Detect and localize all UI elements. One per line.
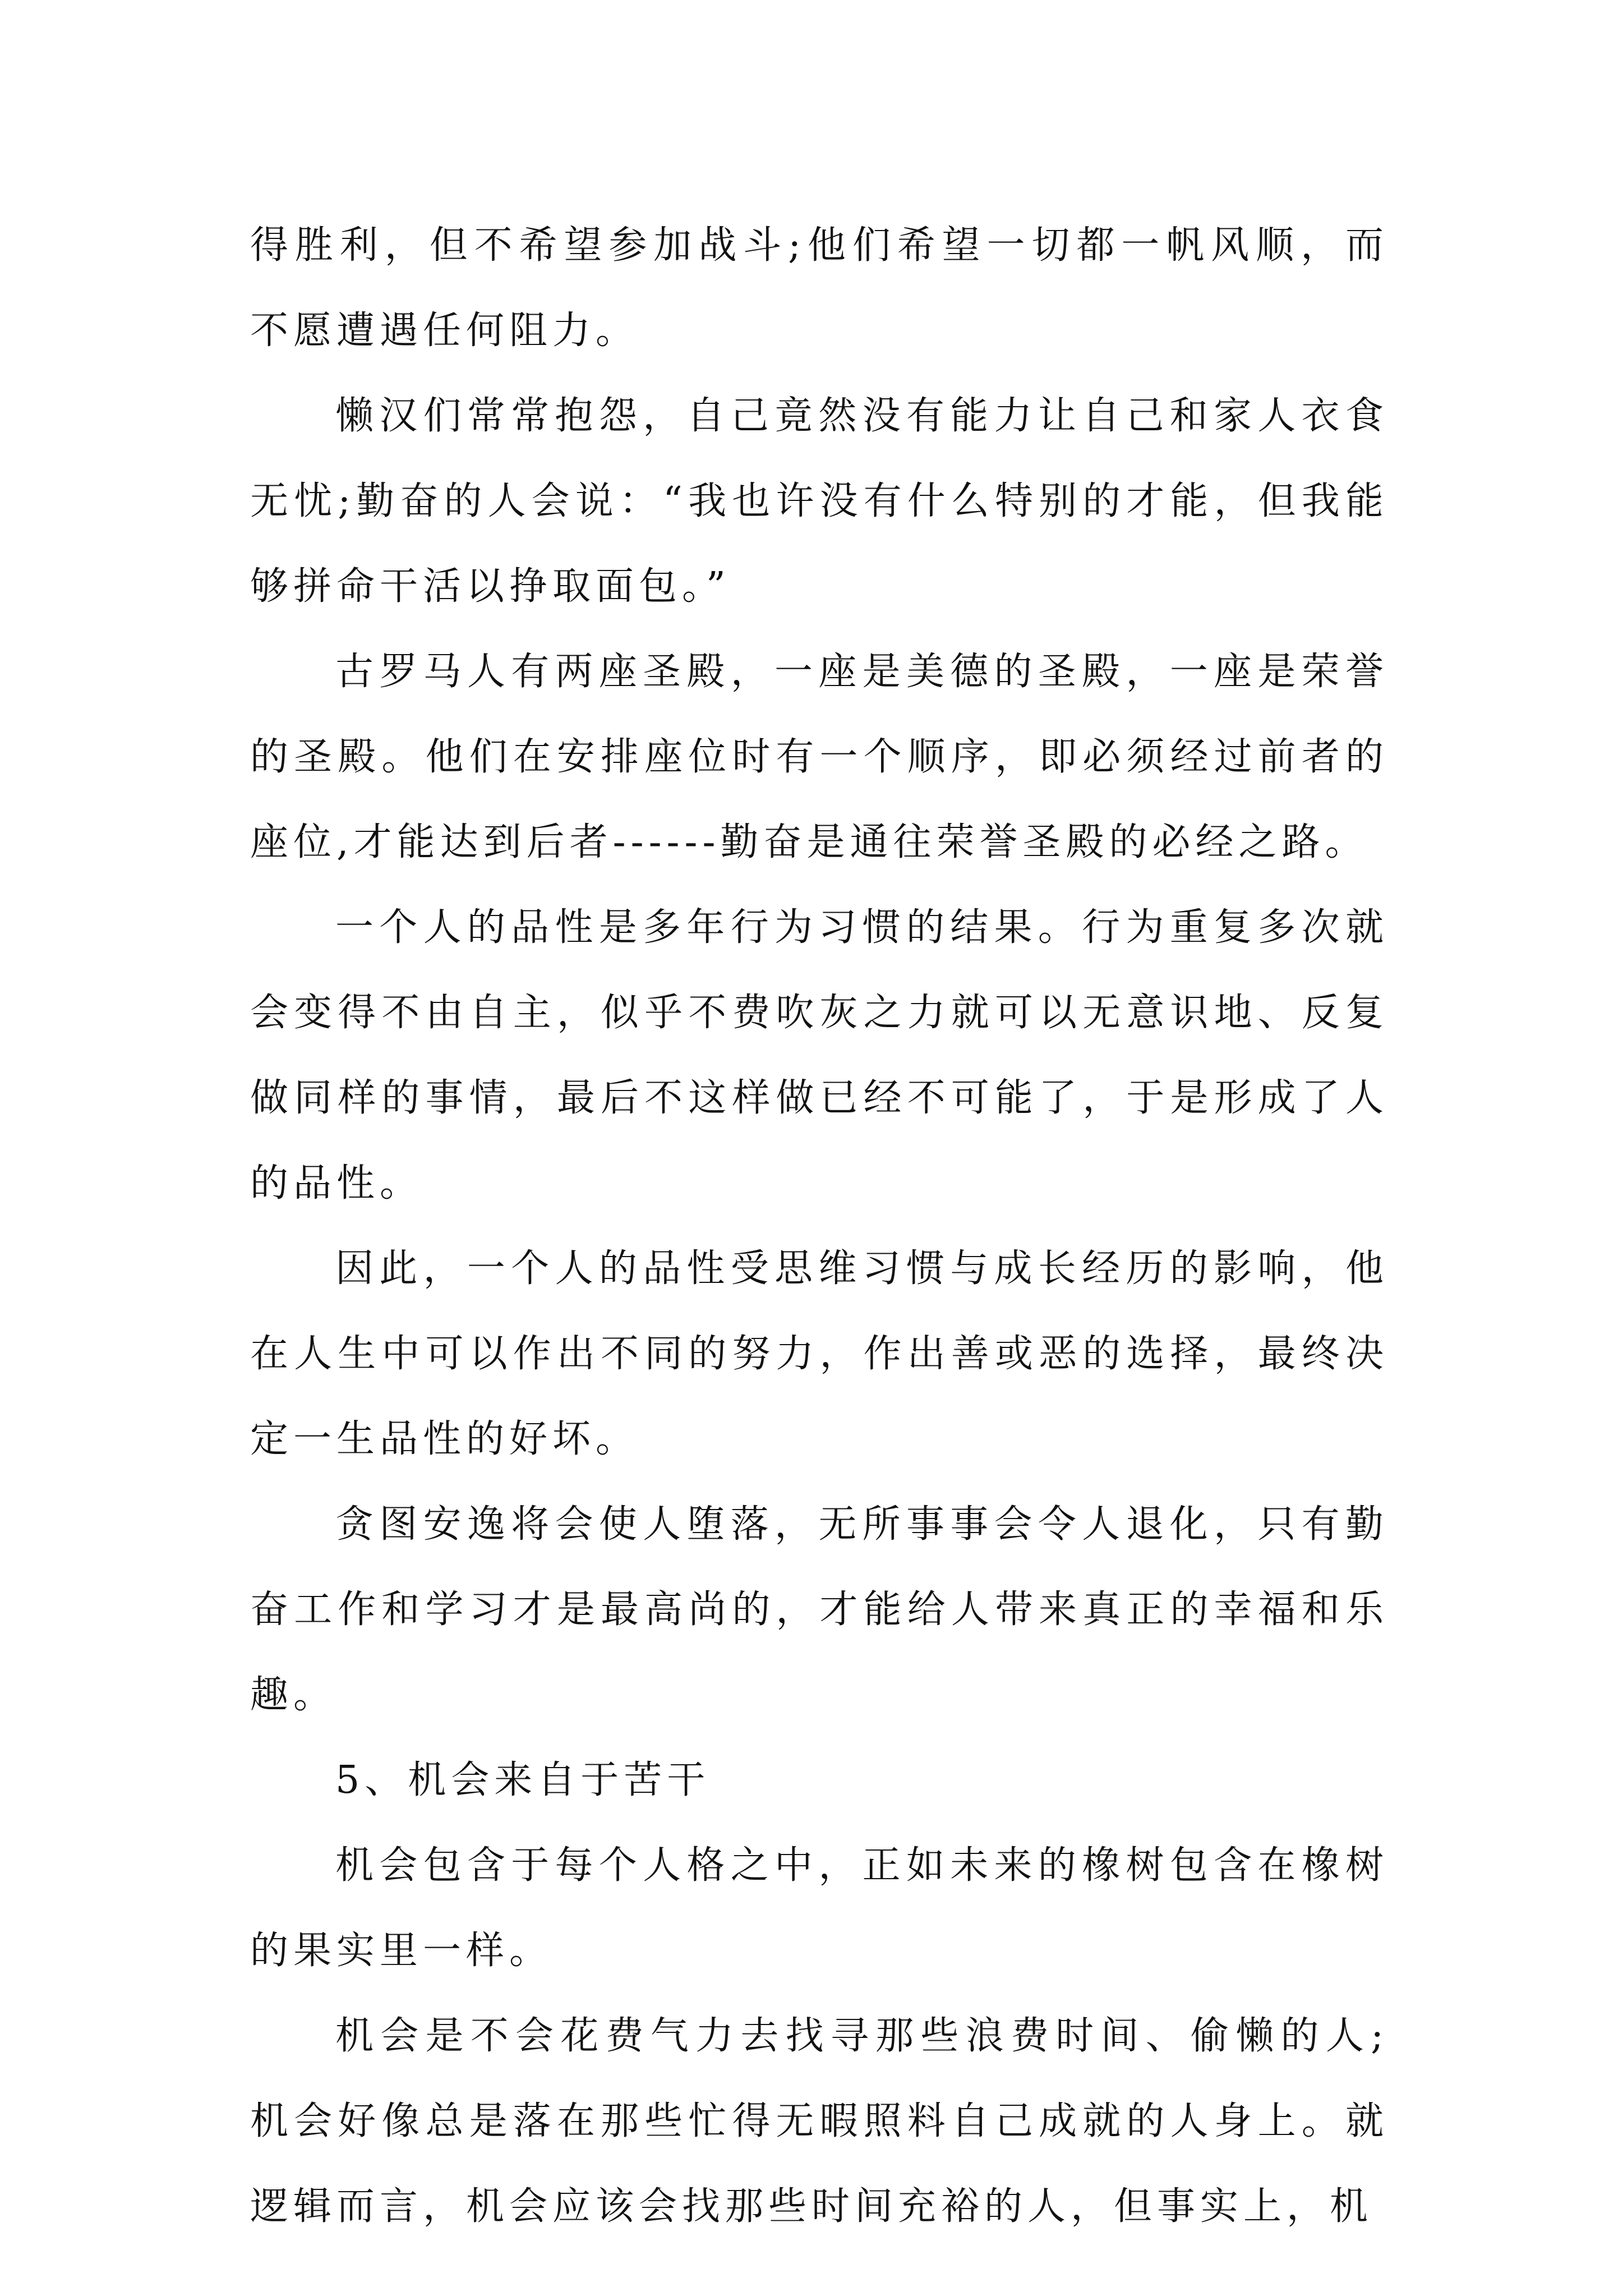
paragraph-character-habits: 一个人的品性是多年行为习惯的结果。行为重复多次就会变得不由自主，似乎不费吹灰之力就可以无意识地、反复做同样的事情，最后不这样做已经不可能了，于是形成了人的品性。 [250, 905, 1389, 1205]
paragraph-continuation: 得胜利，但不希望参加战斗;他们希望一切都一帆风顺，而不愿遭遇任何阻力。 [250, 223, 1389, 353]
body-text [250, 203, 1389, 2249]
paragraph-diligence-happiness: 贪图安逸将会使人堕落，无所事事会令人退化，只有勤奋工作和学习才是最高尚的，才能给人带来真正的幸福和乐趣。 [250, 1502, 1389, 1717]
paragraph-lazy-vs-diligent: 懒汉们常常抱怨，自己竟然没有能力让自己和家人衣食无忧;勤奋的人会说：“我也许没有什么特别的才能，但我能够拼命干活以挣取面包。” [250, 394, 1389, 609]
paragraph-roman-temples: 古罗马人有两座圣殿，一座是美德的圣殿，一座是荣誉的圣殿。他们在安排座位时有一个顺序，即必须经过前者的座位,才能达到后者------勤奋是通往荣誉圣殿的必经之路。 [250, 650, 1389, 864]
section-heading: 5、机会来自于苦干 [335, 1758, 711, 1802]
paragraph-opportunity-oak: 机会包含于每个人格之中，正如未来的橡树包含在橡树的果实里一样。 [250, 1843, 1389, 1973]
paragraph-opportunity-busy: 机会是不会花费气力去找寻那些浪费时间、偷懒的人;机会好像总是落在那些忙得无暇照料自己成就的人身上。就逻辑而言，机会应该会找那些时间充裕的人，但事实上，机 [250, 2014, 1389, 2229]
paragraph-character-influence: 因此，一个人的品性受思维习惯与成长经历的影响，他在人生中可以作出不同的努力，作出善或恶的选择，最终决定一生品性的好坏。 [250, 1246, 1389, 1461]
